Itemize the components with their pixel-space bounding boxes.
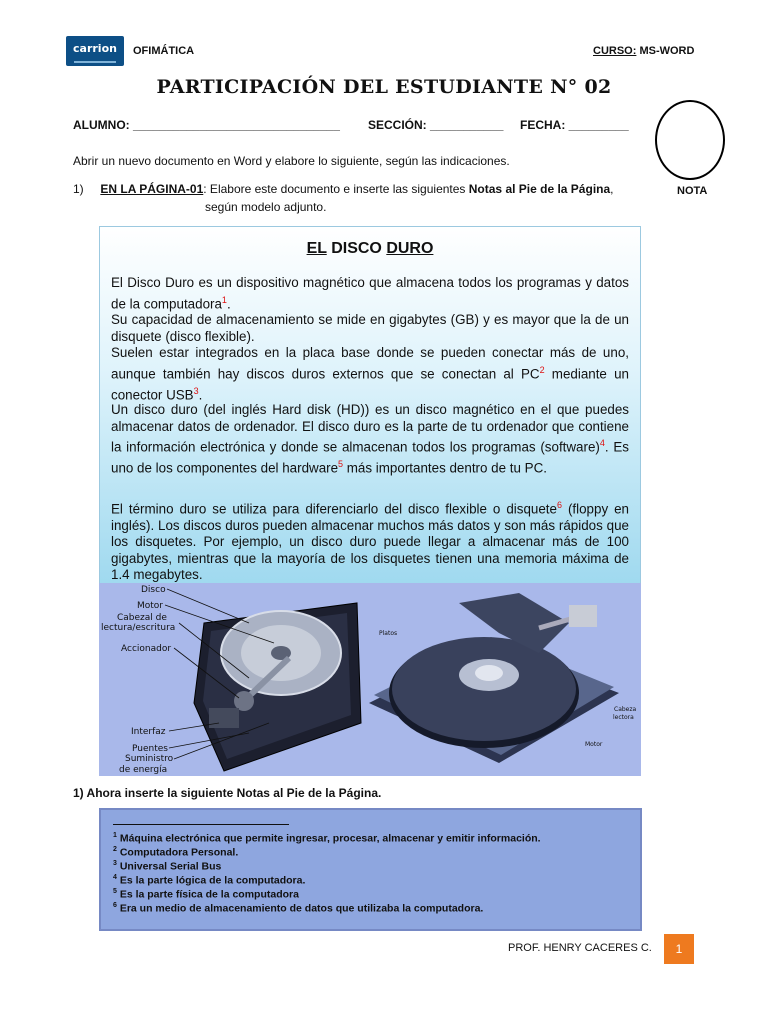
grade-circle bbox=[655, 100, 725, 180]
footnote-separator bbox=[113, 824, 289, 825]
title-duro: DURO bbox=[386, 240, 434, 257]
paragraph-3 bbox=[111, 497, 629, 584]
footnote-1 bbox=[113, 832, 541, 845]
carrion-logo bbox=[66, 36, 124, 66]
footnote-number: 6 bbox=[113, 902, 117, 909]
logo-text: carrion bbox=[73, 42, 117, 55]
footnote-ref-5: 5 bbox=[338, 458, 344, 469]
course-value: MS-WORD bbox=[639, 45, 695, 57]
footnote-text: Es la parte física de la computadora bbox=[119, 888, 299, 901]
seccion-field: SECCIÓN: ___________ bbox=[368, 118, 504, 132]
footnote-3 bbox=[113, 860, 221, 873]
footnote-ref-4: 4 bbox=[599, 438, 605, 448]
nota-label: NOTA bbox=[677, 185, 708, 197]
paragraph-1: El Disco Duro es un dispositivo magnético que almacena todos los programas y datos de la computadora$^1$. Su capacidad de almacenamiento se mide en gigabytes (GB) y es mayor que la de un disquete (disco flexible). Suelen estar integrados en la placa base donde se pueden conectar más de uno, aunque también hay discos duros externos que se conectan al $PC^2$ mediante un conector USB$^3$. bbox=[111, 275, 629, 403]
p2-b: . Es uno de los componentes del hardware bbox=[111, 439, 629, 476]
footnote-ref-1: 1 bbox=[221, 294, 227, 305]
footnote-number: 2 bbox=[113, 846, 117, 853]
label-cabezal-1: Cabezal de bbox=[117, 613, 167, 623]
instruction-bold: Notas al Pie de la Página bbox=[468, 182, 611, 196]
footnote-number: 1 bbox=[113, 832, 117, 839]
footnote-number: 5 bbox=[113, 888, 117, 895]
p2-a: Un disco duro (del inglés Hard disk (HD)) es un disco magnético en el que puedes almacenar datos de ordenador. El disco duro es la parte de tu ordenador que contiene la información electrónica y donde se almacenan todos los programas (software) bbox=[111, 402, 629, 455]
label-accionador: Accionador bbox=[121, 644, 172, 654]
title-disco: DISCO bbox=[331, 240, 382, 257]
footnote-text: Máquina electrónica que permite ingresar, procesar, almacenar y emitir información. bbox=[119, 832, 541, 845]
teacher-name: PROF. HENRY CACERES C. bbox=[508, 942, 652, 954]
footnote-4 bbox=[113, 874, 305, 887]
label-suministro-1: Suministro bbox=[125, 754, 174, 764]
p1-b: Su capacidad de almacenamiento se mide en gigabytes (GB) y es mayor que la de un disquete (disco flexible). bbox=[111, 312, 629, 344]
title-el: EL bbox=[306, 240, 327, 257]
label-interfaz: Interfaz bbox=[131, 727, 166, 737]
p2-c: más importantes dentro de tu PC. bbox=[343, 460, 547, 476]
hard-disk-drawing bbox=[99, 583, 641, 776]
article-box bbox=[99, 226, 641, 586]
instruction-2: 1) Ahora inserte la siguiente Notas al Pie de la Página. bbox=[73, 786, 382, 800]
footnote-text: Universal Serial Bus bbox=[119, 860, 222, 873]
footnotes-box bbox=[99, 808, 642, 931]
instruction-1-line2: según modelo adjunto. bbox=[205, 200, 327, 214]
footnote-number: 4 bbox=[113, 874, 117, 881]
footnote-2 bbox=[113, 846, 238, 859]
footnote-ref-3: 3 bbox=[193, 385, 199, 396]
fecha-field: FECHA: _________ bbox=[520, 118, 629, 132]
label-motor-2: Motor bbox=[585, 741, 603, 748]
instruction-text: : Elabore este documento e inserte las siguientes bbox=[203, 182, 469, 196]
p1-a: El Disco Duro es un dispositivo magnético que almacena todos los programas y datos de la computadora bbox=[111, 275, 629, 311]
p3-b: (floppy en inglés). Los discos duros pueden almacenar muchos más datos y son más rápidos que los disquetes. Por ejemplo, un disco duro puede llegar a almacenar más de 100 gigabytes, mientras que la mayoría de los disquetes tienen una memoria máxima de 1.4 megabytes. bbox=[111, 501, 629, 583]
p1-c: Suelen estar integrados en la placa base donde se pueden conectar más de uno, aunque también hay discos duros externos que se conectan al PC bbox=[111, 345, 629, 382]
paragraph-2 bbox=[111, 402, 629, 477]
article-title bbox=[100, 240, 640, 258]
course-label: CURSO: bbox=[593, 45, 637, 57]
label-cabeza-2: lectora bbox=[613, 714, 634, 721]
label-suministro-2: de energía bbox=[119, 765, 168, 775]
footnote-text: Es la parte lógica de la computadora. bbox=[119, 874, 306, 887]
subject-label: OFIMÁTICA bbox=[133, 45, 195, 57]
footnote-6 bbox=[113, 902, 483, 915]
footnote-ref-6: 6 bbox=[556, 500, 562, 510]
course-header bbox=[593, 45, 694, 57]
label-puentes: Puentes bbox=[132, 744, 168, 754]
item-number: 1) bbox=[73, 182, 84, 196]
footnote-ref-2: 2 bbox=[539, 364, 545, 375]
page-ref: EN LA PÁGINA-01 bbox=[100, 182, 204, 196]
intro-text: Abrir un nuevo documento en Word y elabore lo siguiente, según las indicaciones. bbox=[73, 154, 510, 168]
footnote-text: Computadora Personal. bbox=[119, 846, 239, 859]
page-number: 1 bbox=[664, 934, 694, 964]
p1-d: mediante un conector USB bbox=[111, 366, 629, 403]
footnote-number: 3 bbox=[113, 860, 117, 867]
instruction-1 bbox=[73, 182, 614, 196]
label-platos: Platos bbox=[379, 630, 398, 637]
footnote-5 bbox=[113, 888, 299, 901]
page-title: PARTICIPACIÓN DEL ESTUDIANTE N° 02 bbox=[156, 76, 612, 98]
hard-disk-illustrations bbox=[99, 583, 641, 776]
alumno-field: ALUMNO: _______________________________ bbox=[73, 118, 340, 132]
label-cabeza-1: Cabeza bbox=[614, 706, 637, 713]
label-disco: Disco bbox=[141, 585, 166, 595]
label-motor: Motor bbox=[137, 601, 164, 611]
instruction-comma: , bbox=[610, 182, 614, 196]
p3-a: El término duro se utiliza para diferenciarlo del disco flexible o disquete bbox=[111, 501, 557, 517]
label-cabezal-2: lectura/escritura bbox=[101, 623, 176, 633]
footnote-text: Era un medio de almacenamiento de datos que utilizaba la computadora. bbox=[119, 902, 484, 915]
